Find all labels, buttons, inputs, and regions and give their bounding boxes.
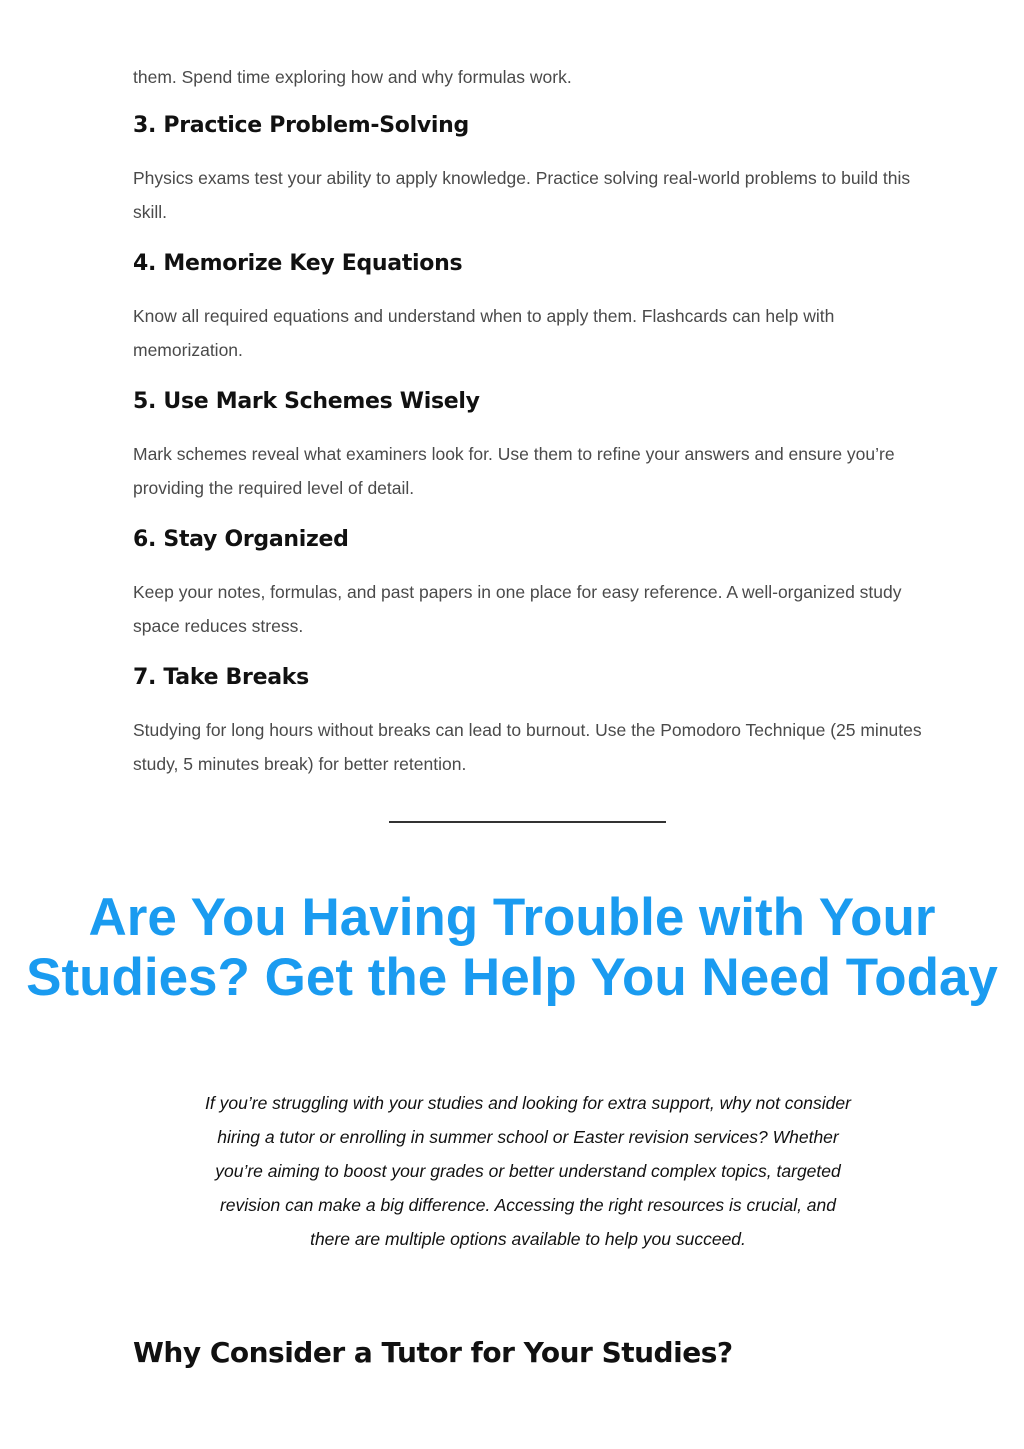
tip-section-7 [133,663,923,781]
tip-section-3 [133,111,923,229]
section-divider [389,821,666,823]
tip-body: Know all required equations and understand when to apply them. Flashcards can help with memorization. [133,306,835,360]
tip-body: Physics exams test your ability to apply knowledge. Practice solving real-world problems to build this skill. [133,168,911,222]
tip-body: Keep your notes, formulas, and past papers in one place for easy reference. A well-organized study space reduces stress. [133,582,902,636]
tip-heading: 6. Stay Organized [133,527,349,552]
intro-paragraph-fragment: them. Spend time exploring how and why formulas work. [133,67,572,87]
tip-heading: 5. Use Mark Schemes Wisely [133,389,480,414]
tip-heading: 7. Take Breaks [133,665,309,690]
tip-heading: 4. Memorize Key Equations [133,251,463,276]
tip-section-5 [133,387,923,505]
tip-body: Mark schemes reveal what examiners look for. Use them to refine your answers and ensure you’re providing the required level of detail. [133,444,895,498]
tip-section-4 [133,249,923,367]
cta-body: If you’re struggling with your studies and looking for extra support, why not consider hiring a tutor or enrolling in summer school or Easter revision services? Whether you’re aiming to boost your grades or better understand complex topics, targeted revision can make a big difference. Accessing the right resources is crucial, and there are multiple options available to help you succeed. [205,1093,851,1249]
cta-title: Are You Having Trouble with Your Studies? Get the Help You Need Today [26,888,998,1007]
tip-section-6 [133,525,923,643]
section-heading: Why Consider a Tutor for Your Studies? [133,1336,733,1369]
tip-heading: 3. Practice Problem-Solving [133,113,469,138]
tip-body: Studying for long hours without breaks can lead to burnout. Use the Pomodoro Technique (25 minutes study, 5 minutes break) for better retention. [133,720,922,774]
